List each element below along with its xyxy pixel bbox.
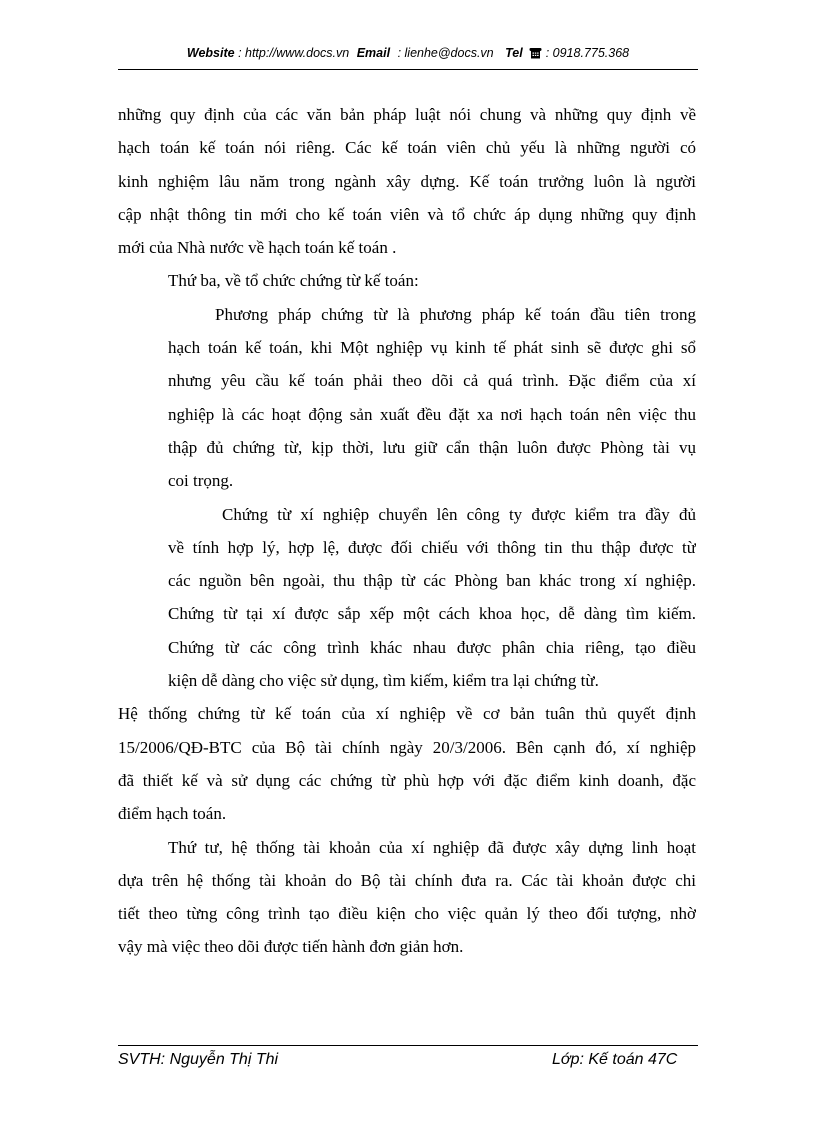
p1-line-1: những quy định của các văn bản pháp luật nói chung và những quy định về (118, 105, 696, 124)
page-header (118, 46, 698, 62)
tel-value: : 0918.775.368 (545, 46, 630, 60)
p4-line-4: Chứng từ tại xí được sắp xếp một cách khoa học, dễ dàng tìm kiếm. (168, 604, 696, 624)
website-label: Website (186, 46, 235, 60)
p6-line-4: vậy mà việc theo dõi được tiến hành đơn giản hơn. (118, 937, 464, 957)
website-value: : http://www.docs.vn (238, 46, 350, 60)
p1-line-4: cập nhật thông tin mới cho kế toán viên và tổ chức áp dụng những quy định (118, 204, 696, 224)
footer-student: SVTH: Nguyễn Thị Thi (118, 1051, 279, 1068)
p6-line-2: dựa trên hệ thống tài khoản do Bộ tài chính đưa ra. Các tài khoản được chi (118, 870, 696, 890)
p4-line-5: Chứng từ các công trình khác nhau được phân chia riêng, tạo điều (168, 637, 696, 657)
document-body (118, 98, 696, 964)
tel-label: Tel (505, 46, 523, 60)
p1-line-3: kinh nghiệm lâu năm trong ngành xây dựng. Kế toán trưởng luôn là người (118, 171, 696, 191)
p5-line-1: Hệ thống chứng từ kế toán của xí nghiệp về cơ bản tuân thủ quyết định (118, 704, 696, 724)
p6-line-1: Thứ tư, hệ thống tài khoản của xí nghiệp đã được xây dựng linh hoạt (168, 837, 696, 857)
footer-rule (118, 1045, 698, 1046)
p3-line-3: nhưng yêu cầu kế toán phải theo dõi cả quá trình. Đặc điểm của xí (168, 371, 696, 391)
email-label: Email (356, 46, 391, 60)
p4-line-2: về tính hợp lý, hợp lệ, được đối chiếu với thông tin thu thập được từ (168, 537, 696, 557)
p1-line-5: mới của Nhà nước về hạch toán kế toán . (118, 238, 397, 258)
p3-line-4: nghiệp là các hoạt động sản xuất đều đặt xa nơi hạch toán nên việc thu (168, 404, 696, 424)
p4-line-1: Chứng từ xí nghiệp chuyển lên công ty được kiểm tra đầy đủ (222, 504, 696, 524)
p3-line-1: Phương pháp chứng từ là phương pháp kế toán đầu tiên trong (215, 304, 696, 324)
footer-class: Lớp: Kế toán 47C (552, 1051, 678, 1068)
p6-line-3: tiết theo từng công trình tạo điều kiện cho việc quản lý theo đối tượng, nhờ (118, 904, 696, 924)
email-value: : lienhe@docs.vn (397, 46, 494, 60)
p5-line-3: đã thiết kế và sử dụng các chứng từ phù hợp với đặc điểm kinh doanh, đặc (118, 770, 696, 790)
phone-icon (529, 47, 542, 62)
p3-line-5: thập đủ chứng từ, kịp thời, lưu giữ cẩn thận luôn được Phòng tài vụ (168, 437, 696, 457)
p1-line-2: hạch toán kế toán nói riêng. Các kế toán viên chủ yếu là những người có (118, 138, 696, 158)
p4-line-3: các nguồn bên ngoài, thu thập từ các Phòng ban khác trong xí nghiệp. (168, 571, 696, 591)
p3-line-2: hạch toán kế toán, khi Một nghiệp vụ kinh tế phát sinh sẽ được ghi sổ (168, 338, 696, 358)
p5-line-4: điểm hạch toán. (118, 804, 227, 824)
header-rule (118, 69, 698, 70)
p2-line-1: Thứ ba, về tổ chức chứng từ kế toán: (168, 271, 419, 291)
p5-line-2: 15/2006/QĐ-BTC của Bộ tài chính ngày 20/3/2006. Bên cạnh đó, xí nghiệp (118, 737, 696, 757)
p4-line-6: kiện dễ dàng cho việc sử dụng, tìm kiếm, kiểm tra lại chứng từ. (168, 671, 599, 691)
p3-line-6: coi trọng. (168, 471, 234, 491)
